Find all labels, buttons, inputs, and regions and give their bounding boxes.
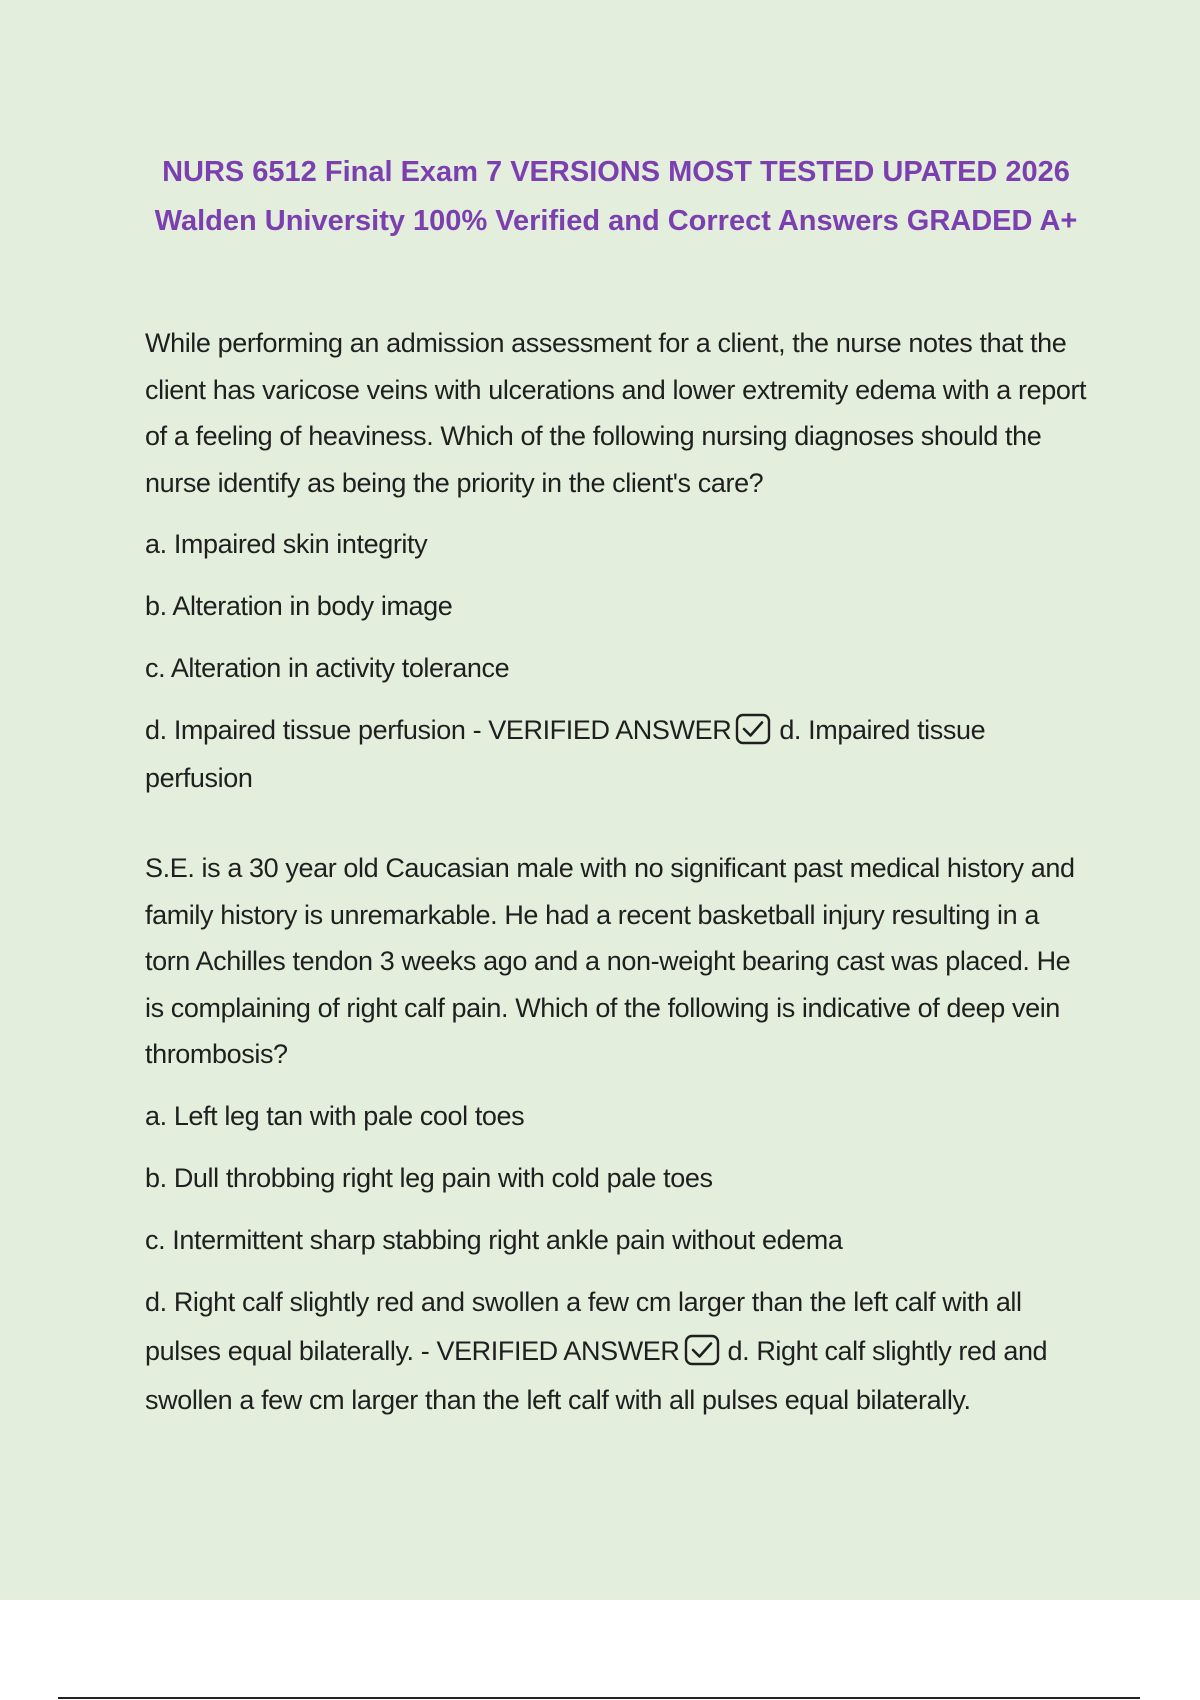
option-a: a. Left leg tan with pale cool toes (145, 1100, 525, 1131)
verified-answer-text: d. Right calf slightly red and swollen a few cm larger than the left calf with all pulses equal bilaterally. (145, 1335, 1048, 1415)
question-stem: While performing an admission assessment for a client, the nurse notes that the client has varicose veins with ulcerations and lower extremity edema with a report of a feeling of heaviness. Which of the following nursing diagnoses should the nurse identify as being the priority in the client's care? (145, 328, 1087, 498)
footer-divider (58, 1697, 1140, 1699)
question-2 (145, 845, 1090, 1425)
option-c: c. Intermittent sharp stabbing right ankle pain without edema (145, 1224, 843, 1255)
title-line-1: NURS 6512 Final Exam 7 VERSIONS MOST TESTED UPATED 2026 (162, 156, 1070, 188)
title-line-2: Walden University 100% Verified and Correct Answers GRADED A+ (154, 205, 1078, 237)
option-d-label: d. Impaired tissue perfusion - VERIFIED ANSWER (145, 715, 732, 745)
verified-answer-text: d. Impaired tissue perfusion (145, 715, 986, 793)
option-d (145, 706, 1090, 802)
question-1 (145, 320, 1090, 802)
question-stem: S.E. is a 30 year old Caucasian male with no significant past medical history and family history is unremarkable. He had a recent basketball injury resulting in a torn Achilles tendon 3 weeks ago and a non-weight bearing cast was placed. He is complaining of right calf pain. Which of the following is indicative of deep vein thrombosis? (145, 853, 1075, 1069)
document-title (0, 148, 1200, 246)
option-d (145, 1278, 1090, 1425)
option-b: b. Dull throbbing right leg pain with cold pale toes (145, 1162, 713, 1193)
option-d-label: d. Right calf slightly red and swollen a few cm larger than the left calf with all pulses equal bilaterally. - VERIFIED ANSWER (145, 1286, 1022, 1366)
option-b: b. Alteration in body image (145, 591, 453, 621)
option-c: c. Alteration in activity tolerance (145, 653, 510, 683)
checkbox-checked-icon (684, 1334, 720, 1366)
option-a: a. Impaired skin integrity (145, 529, 428, 559)
checkbox-checked-icon (735, 713, 771, 745)
